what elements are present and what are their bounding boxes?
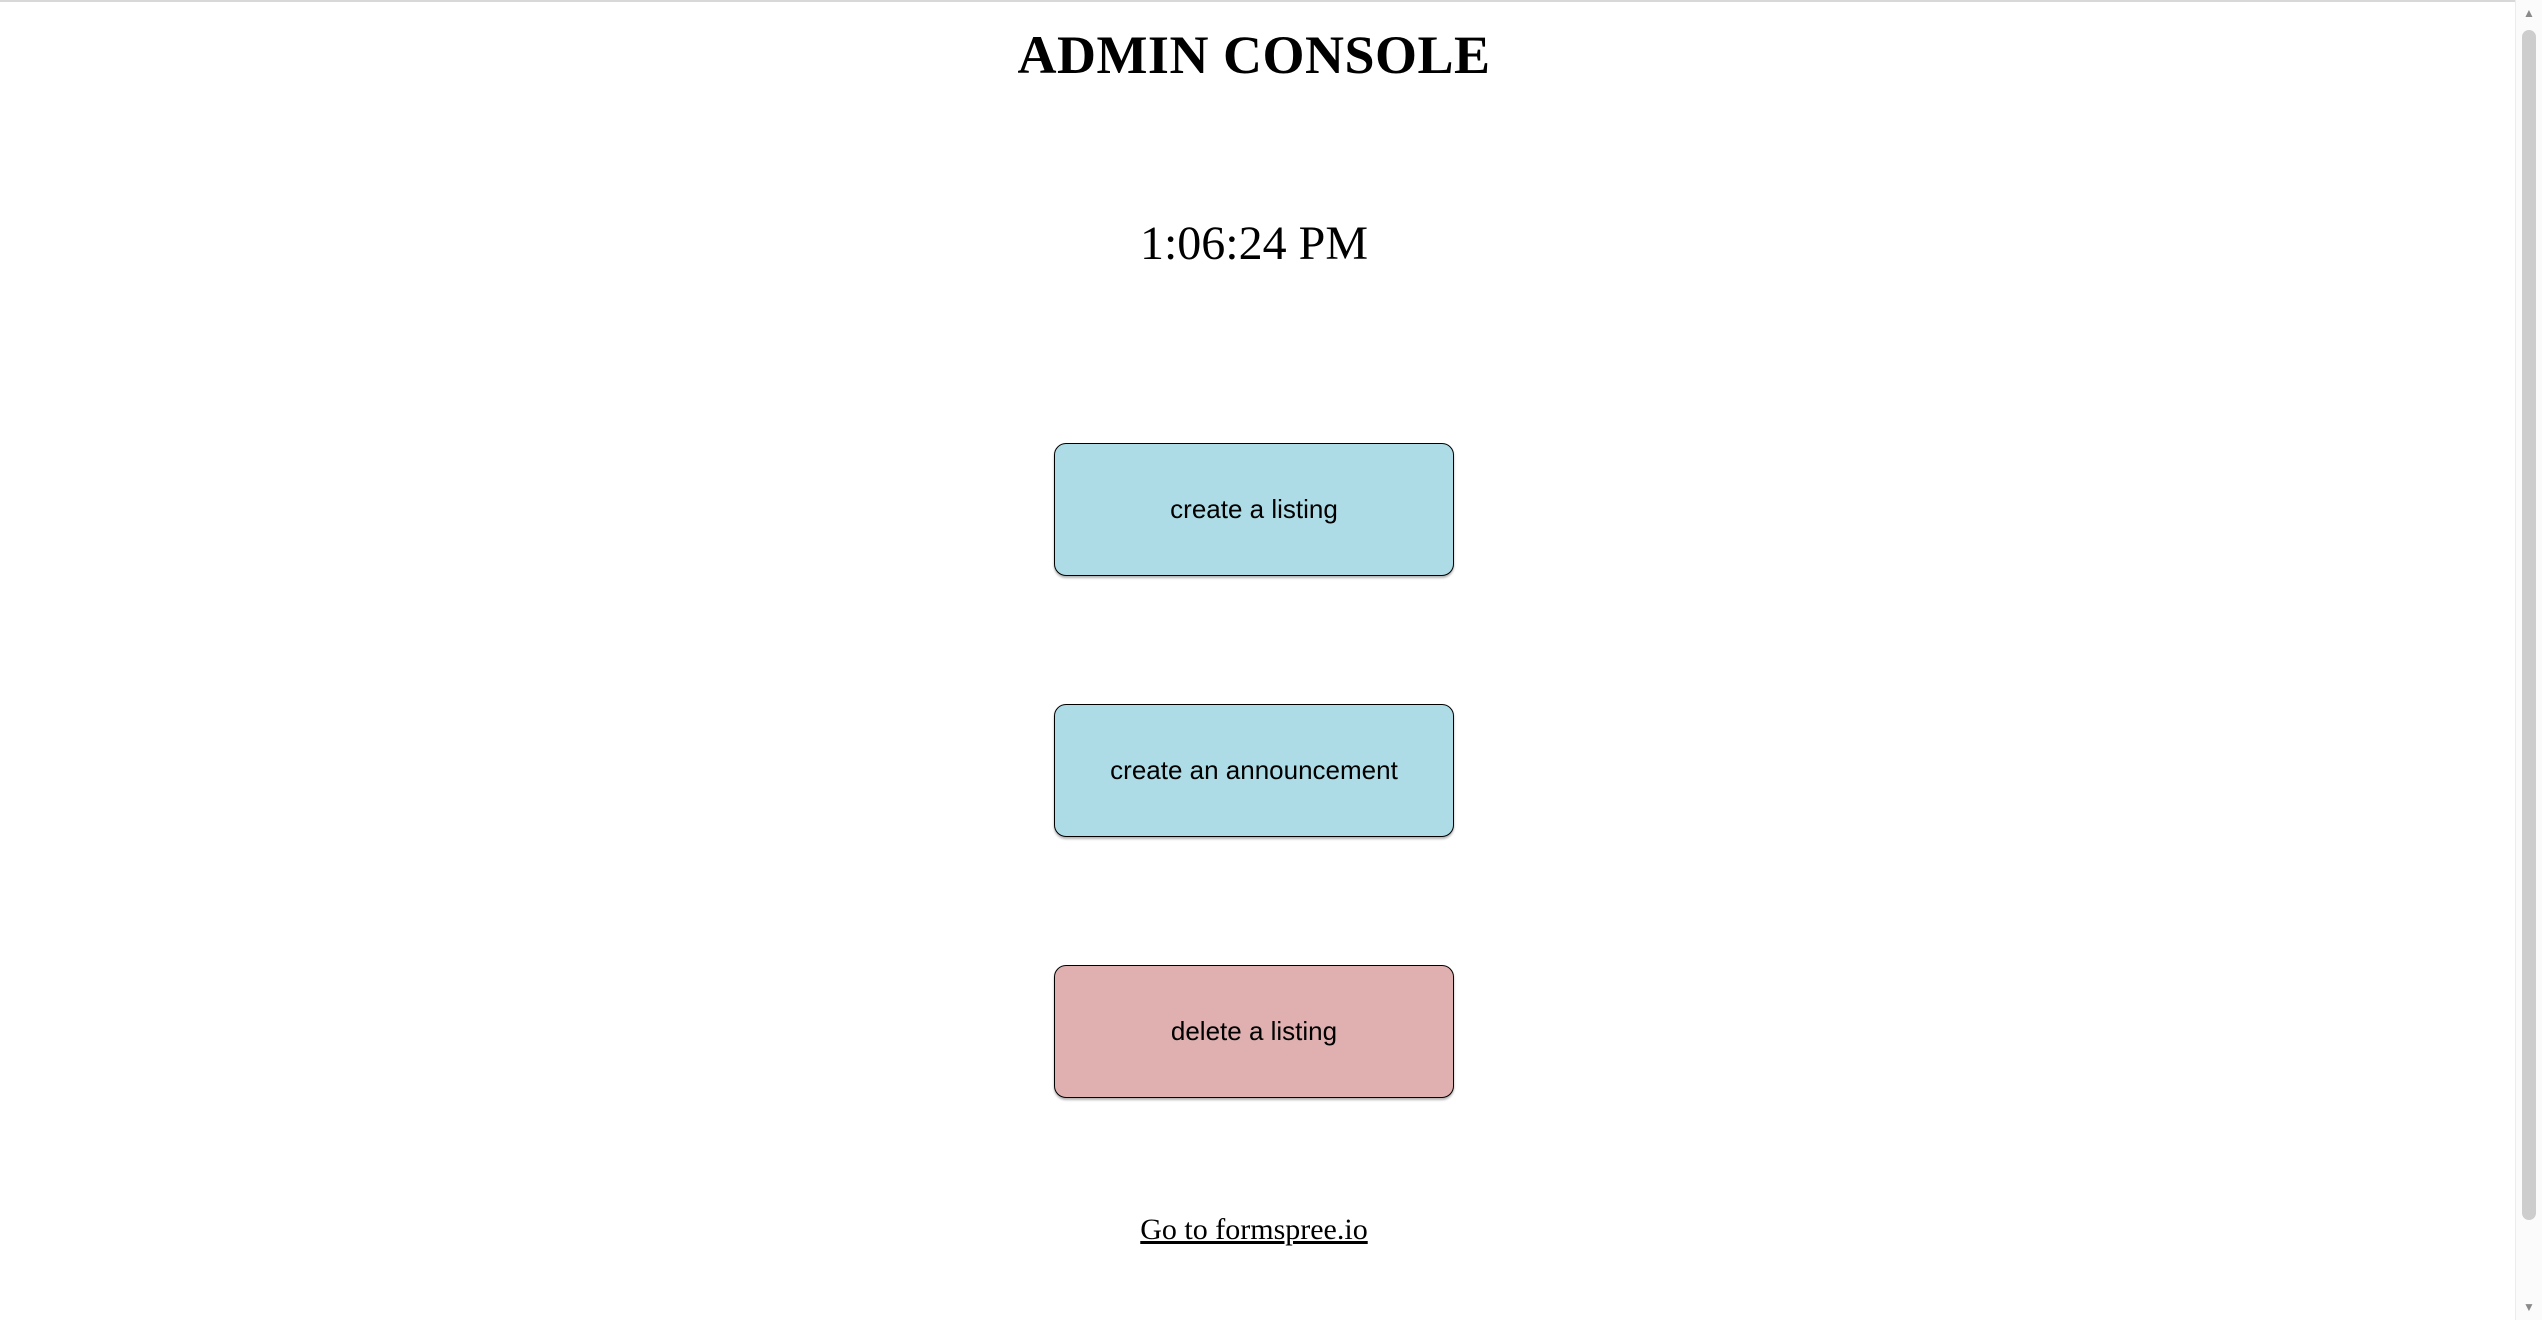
delete-listing-button[interactable]: delete a listing (1054, 965, 1454, 1098)
action-button-group (1054, 443, 1454, 1098)
scroll-down-icon[interactable]: ▼ (2523, 1300, 2535, 1314)
page-title: ADMIN CONSOLE (1017, 25, 1491, 85)
page-scrollbar[interactable] (2515, 0, 2542, 1320)
scroll-up-icon[interactable]: ▲ (2523, 6, 2535, 20)
create-listing-button[interactable]: create a listing (1054, 443, 1454, 576)
top-divider (0, 0, 2542, 2)
create-announcement-button[interactable]: create an announcement (1054, 704, 1454, 837)
footer-link-row (1140, 1213, 1367, 1247)
formspree-link[interactable]: Go to formspree.io (1140, 1213, 1368, 1247)
scrollbar-thumb[interactable] (2522, 30, 2536, 1220)
clock-display: 1:06:24 PM (1139, 217, 1369, 271)
